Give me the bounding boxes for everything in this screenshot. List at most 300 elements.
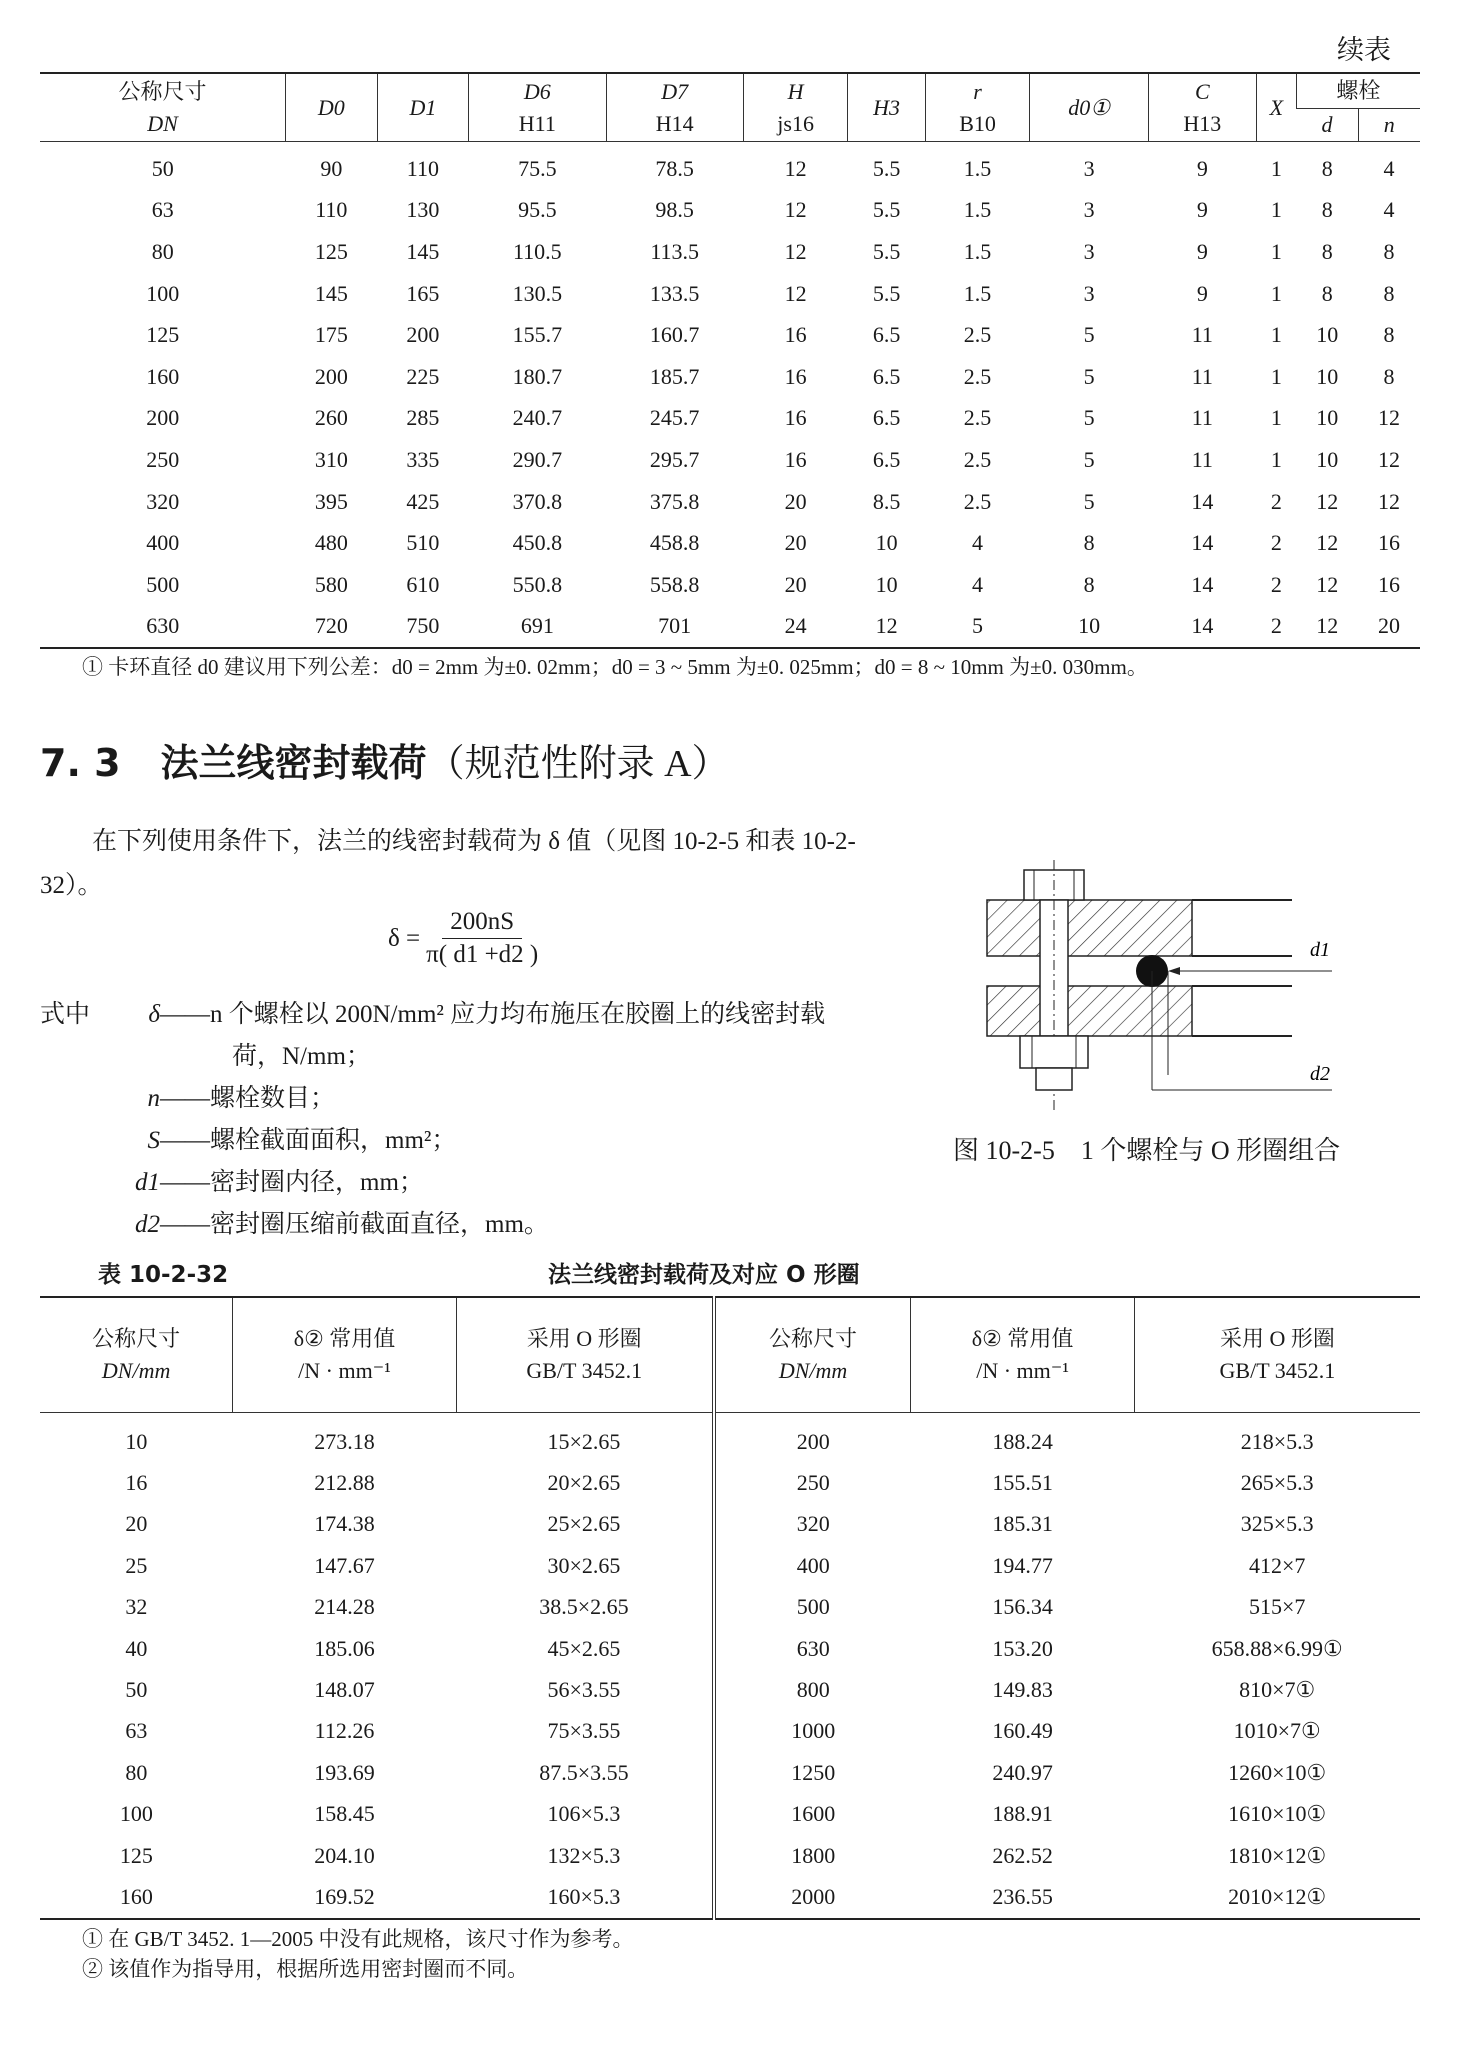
table-row	[40, 1835, 1420, 1876]
table-cell: 50	[151, 155, 174, 181]
table-cell: 658.88×6.99①	[1211, 1635, 1343, 1661]
col-delta-right: δ② 常用值 /N · mm⁻¹	[911, 1297, 1134, 1413]
table-cell: 16	[125, 1470, 148, 1496]
table-cell: 12	[875, 613, 898, 639]
table-cell: 12	[1316, 613, 1339, 639]
table-row	[40, 356, 1420, 398]
table-cell: 20×2.65	[547, 1470, 621, 1496]
table-cell: 8	[1321, 238, 1333, 264]
col-c: C H13	[1148, 73, 1256, 142]
table-cell: 12	[784, 155, 807, 181]
table-cell: 106×5.3	[547, 1801, 621, 1827]
table-cell: 10	[1316, 446, 1339, 472]
table-cell: 132×5.3	[547, 1842, 621, 1868]
table-cell: 2	[1270, 571, 1282, 597]
table-cell: 630	[146, 613, 180, 639]
table-cell: 200	[314, 363, 348, 389]
table-cell: 98.5	[655, 197, 694, 223]
table-cell: 1250	[714, 1752, 911, 1793]
table-cell: 245.7	[649, 405, 700, 431]
table-cell: 558.8	[649, 571, 700, 597]
col-bolt: 螺栓	[1296, 73, 1420, 109]
col-oring-right: 采用 O 形圈 GB/T 3452.1	[1134, 1297, 1420, 1413]
table-cell: 16	[1378, 571, 1401, 597]
table-cell: 130.5	[512, 280, 563, 306]
table-cell: 8	[1321, 155, 1333, 181]
table-cell: 630	[714, 1628, 911, 1669]
table-cell: 4	[972, 530, 984, 556]
table-cell: 5.5	[872, 155, 901, 181]
table-cell: 100	[146, 280, 180, 306]
table-cell: 8	[1321, 280, 1333, 306]
table-cell: 12	[1316, 488, 1339, 514]
table-cell: 8	[1083, 530, 1095, 556]
table-row	[40, 481, 1420, 523]
table-cell: 5	[972, 613, 984, 639]
table-cell: 1	[1270, 322, 1282, 348]
table-cell: 45×2.65	[547, 1635, 621, 1661]
table-cell: 236.55	[992, 1883, 1053, 1909]
table-cell: 1260×10①	[1228, 1759, 1327, 1785]
table-cell: 11	[1191, 363, 1213, 389]
table-cell: 155.51	[992, 1470, 1053, 1496]
table-cell: 185.06	[314, 1635, 375, 1661]
definition-row	[40, 994, 825, 1036]
table-cell: 16	[784, 363, 807, 389]
table-cell: 5	[1083, 446, 1095, 472]
table-cell: 125	[146, 322, 180, 348]
col-r: r B10	[925, 73, 1030, 142]
table-cell: 12	[784, 280, 807, 306]
table-cell: 240.97	[992, 1759, 1053, 1785]
table-cell: 20	[784, 530, 807, 556]
table-cell: 8.5	[872, 488, 901, 514]
table-cell: 175	[314, 322, 348, 348]
table-cell: 265×5.3	[1240, 1470, 1314, 1496]
col-d0-small: d0①	[1030, 73, 1149, 142]
table-cell: 2.5	[963, 488, 992, 514]
table-cell: 458.8	[649, 530, 700, 556]
table-cell: 4	[1383, 197, 1395, 223]
table-cell: 750	[406, 613, 440, 639]
table-cell: 515×7	[1248, 1594, 1306, 1620]
table-row	[40, 1794, 1420, 1835]
table-row	[40, 1413, 1420, 1463]
table-cell: 5.5	[872, 238, 901, 264]
table-row	[40, 564, 1420, 606]
definition-symbol: S	[147, 1127, 160, 1154]
table-cell: 12	[1316, 530, 1339, 556]
table-cell: 78.5	[655, 155, 694, 181]
table-cell: 14	[1191, 613, 1214, 639]
table-row	[40, 1462, 1420, 1503]
table-row	[40, 273, 1420, 315]
table-cell: 3	[1083, 155, 1095, 181]
table-row	[40, 606, 1420, 649]
col-bolt-d: d	[1321, 112, 1333, 137]
table-cell: 1	[1270, 446, 1282, 472]
table-cell: 125	[119, 1842, 153, 1868]
table-cell: 110.5	[512, 238, 562, 264]
section-annex: （规范性附录 A）	[426, 743, 730, 785]
table-cell: 193.69	[314, 1759, 375, 1785]
table-cell: 160.7	[649, 322, 700, 348]
table-cell: 262.52	[992, 1842, 1053, 1868]
section-heading	[40, 732, 730, 787]
table-cell: 212.88	[314, 1470, 375, 1496]
table-cell: 158.45	[314, 1801, 375, 1827]
table-cell: 3	[1083, 280, 1095, 306]
table-row	[40, 1876, 1420, 1918]
col-delta-left: δ② 常用值 /N · mm⁻¹	[233, 1297, 456, 1413]
table-cell: 174.38	[314, 1511, 375, 1537]
col-dn-left: 公称尺寸 DN/mm	[92, 1326, 181, 1383]
table-cell: 16	[784, 446, 807, 472]
table-cell: 113.5	[650, 238, 699, 264]
table-cell: 510	[406, 530, 440, 556]
table-cell: 225	[406, 363, 440, 389]
table-cell: 2010×12①	[1228, 1883, 1327, 1909]
table-cell: 145	[406, 238, 440, 264]
symbol-definitions	[40, 994, 825, 1246]
table-cell: 16	[784, 405, 807, 431]
table-cell: 1	[1270, 238, 1282, 264]
table-cell: 147.67	[314, 1552, 375, 1578]
table2-footnotes	[82, 1924, 633, 1984]
table-cell: 14	[1191, 488, 1214, 514]
table-cell: 12	[784, 197, 807, 223]
table-cell: 8	[1321, 197, 1333, 223]
table-cell: 285	[406, 405, 440, 431]
table-cell: 6.5	[872, 363, 901, 389]
table-cell: 156.34	[992, 1594, 1053, 1620]
table-cell: 250	[146, 446, 180, 472]
table-cell: 133.5	[649, 280, 700, 306]
table-cell: 550.8	[512, 571, 563, 597]
table-cell: 1	[1270, 155, 1282, 181]
section-title: 法兰线密封载荷	[160, 741, 427, 785]
definition-symbol: δ	[148, 1001, 160, 1028]
definition-row	[40, 1120, 825, 1162]
table-cell: 148.07	[314, 1677, 375, 1703]
col-dn-right: 公称尺寸 DN/mm	[714, 1297, 911, 1413]
table-cell: 295.7	[649, 446, 700, 472]
formula-numerator: 200nS	[442, 908, 522, 939]
table-cell: 580	[314, 571, 348, 597]
table-cell: 3	[1083, 238, 1095, 264]
table-cell: 95.5	[518, 197, 557, 223]
table-cell: 10	[1316, 363, 1339, 389]
table-row	[40, 1504, 1420, 1545]
table-cell: 425	[406, 488, 440, 514]
table-cell: 2	[1270, 530, 1282, 556]
seal-load-table	[40, 1296, 1420, 1920]
definition-symbol: d2	[135, 1211, 160, 1238]
formula	[388, 908, 538, 969]
col-d0: D0	[286, 73, 378, 142]
table-cell: 30×2.65	[547, 1552, 621, 1578]
table-cell: 2.5	[963, 322, 992, 348]
table-cell: 56×3.55	[547, 1677, 621, 1703]
table-cell: 2.5	[963, 363, 992, 389]
table-cell: 5	[1083, 488, 1095, 514]
table-cell: 810×7①	[1239, 1677, 1316, 1703]
table-cell: 240.7	[512, 405, 563, 431]
table-cell: 185.7	[649, 363, 700, 389]
definition-row	[40, 1036, 825, 1078]
table-cell: 2	[1270, 488, 1282, 514]
table-cell: 12	[1378, 488, 1401, 514]
table-cell: 260	[314, 405, 348, 431]
footnote: ② 该值作为指导用，根据所选用密封圈而不同。	[82, 1957, 529, 1981]
col-h: H js16	[743, 73, 848, 142]
table-cell: 165	[406, 280, 440, 306]
figure-caption: 图 10-2-5 1 个螺栓与 O 形圈组合	[953, 1136, 1341, 1165]
table-cell: 38.5×2.65	[539, 1594, 629, 1620]
table-cell: 153.20	[992, 1635, 1053, 1661]
table-cell: 5	[1083, 322, 1095, 348]
table-cell: 500	[714, 1587, 911, 1628]
section-number: 7. 3	[40, 741, 121, 785]
table-cell: 2.5	[963, 446, 992, 472]
table-row	[40, 142, 1420, 190]
bolt-oring-figure	[962, 860, 1362, 1120]
table-row	[40, 190, 1420, 232]
table-cell: 14	[1191, 530, 1214, 556]
table-cell: 12	[1378, 446, 1401, 472]
col-h3: H3	[848, 73, 925, 142]
table-cell: 160×5.3	[547, 1883, 621, 1909]
table-cell: 149.83	[992, 1677, 1053, 1703]
table-cell: 12	[784, 238, 807, 264]
table-cell: 1.5	[963, 238, 992, 264]
table-cell: 75×3.55	[547, 1718, 621, 1744]
dimension-table	[40, 72, 1420, 649]
table-cell: 9	[1196, 155, 1208, 181]
dimension-table-body	[40, 142, 1420, 649]
table-cell: 2	[1270, 613, 1282, 639]
table-cell: 110	[406, 155, 439, 181]
table-row	[40, 522, 1420, 564]
table-cell: 6.5	[872, 446, 901, 472]
table-cell: 1000	[714, 1711, 911, 1752]
definition-text: ——n 个螺栓以 200N/mm² 应力均布施压在胶圈上的线密封载	[160, 1001, 826, 1028]
seal-load-table-body	[40, 1413, 1420, 1919]
table-cell: 25	[125, 1552, 148, 1578]
table-cell: 2.5	[963, 405, 992, 431]
table-cell: 15×2.65	[547, 1428, 621, 1454]
col-dn: 公称尺寸 DN	[118, 78, 207, 136]
footnote: ① 在 GB/T 3452. 1—2005 中没有此规格，该尺寸作为参考。	[82, 1927, 634, 1951]
definition-text: ——螺栓数目；	[160, 1085, 336, 1112]
table1-footnote: ① 卡环直径 d0 建议用下列公差：d0 = 2mm 为±0. 02mm；d0 = 3 ~ 5mm 为±0. 025mm；d0 = 8 ~ 10mm 为±0. 030mm。	[82, 655, 1148, 679]
table-cell: 110	[315, 197, 348, 223]
table-cell: 450.8	[512, 530, 563, 556]
table-cell: 1610×10①	[1228, 1801, 1327, 1827]
table2-number: 表 10-2-32	[98, 1262, 229, 1288]
table-cell: 63	[151, 197, 174, 223]
table-cell: 40	[125, 1635, 148, 1661]
table-cell: 145	[314, 280, 348, 306]
table-cell: 720	[314, 613, 348, 639]
table-cell: 4	[1383, 155, 1395, 181]
table-cell: 10	[1316, 405, 1339, 431]
table-cell: 11	[1191, 405, 1213, 431]
table-cell: 1800	[714, 1835, 911, 1876]
table-cell: 8	[1383, 280, 1395, 306]
table-cell: 200	[406, 322, 440, 348]
table-cell: 701	[658, 613, 692, 639]
table-cell: 6.5	[872, 322, 901, 348]
table-cell: 63	[125, 1718, 148, 1744]
table-cell: 1	[1270, 197, 1282, 223]
table-cell: 10	[1316, 322, 1339, 348]
table-row	[40, 1669, 1420, 1710]
formula-lhs: δ =	[388, 924, 421, 952]
table-cell: 20	[784, 488, 807, 514]
definition-text: ——密封圈内径，mm；	[160, 1169, 424, 1196]
table-cell: 12	[1316, 571, 1339, 597]
label-d1: d1	[1310, 939, 1330, 961]
formula-denominator: π( d1 +d2 )	[426, 941, 539, 968]
table-cell: 10	[875, 530, 898, 556]
table-cell: 214.28	[314, 1594, 375, 1620]
table-cell: 1600	[714, 1794, 911, 1835]
table-cell: 20	[1378, 613, 1401, 639]
table-cell: 180.7	[512, 363, 563, 389]
table-cell: 160.49	[992, 1718, 1053, 1744]
body-paragraph: 在下列使用条件下，法兰的线密封载荷为 δ 值（见图 10-2-5 和表 10-2-32）。	[40, 828, 856, 899]
table-cell: 250	[714, 1462, 911, 1503]
table-cell: 130	[406, 197, 440, 223]
label-d2: d2	[1310, 1063, 1330, 1085]
table-cell: 375.8	[649, 488, 700, 514]
table-cell: 8	[1383, 322, 1395, 348]
table-cell: 320	[714, 1504, 911, 1545]
table-cell: 1010×7①	[1233, 1718, 1321, 1744]
table-cell: 8	[1383, 363, 1395, 389]
table-cell: 10	[1078, 613, 1101, 639]
table-cell: 80	[151, 238, 174, 264]
table-cell: 112.26	[314, 1718, 375, 1744]
definition-row	[40, 1078, 825, 1120]
table-cell: 169.52	[314, 1883, 375, 1909]
table-cell: 412×7	[1248, 1552, 1306, 1578]
col-d7: D7 H14	[606, 73, 743, 142]
table-cell: 5.5	[872, 197, 901, 223]
table-cell: 1.5	[963, 280, 992, 306]
table-cell: 80	[125, 1759, 148, 1785]
table-cell: 3	[1083, 197, 1095, 223]
table-cell: 25×2.65	[547, 1511, 621, 1537]
table-row	[40, 231, 1420, 273]
table-cell: 185.31	[992, 1511, 1053, 1537]
table-cell: 188.91	[992, 1801, 1053, 1827]
table-cell: 8	[1383, 238, 1395, 264]
col-d6: D6 H11	[469, 73, 606, 142]
table-cell: 50	[125, 1677, 148, 1703]
table-cell: 90	[320, 155, 343, 181]
table-cell: 24	[784, 613, 807, 639]
table-cell: 800	[714, 1669, 911, 1710]
table-cell: 500	[146, 571, 180, 597]
col-d1: D1	[377, 73, 469, 142]
table-row	[40, 1711, 1420, 1752]
table-cell: 310	[314, 446, 348, 472]
definition-row	[40, 1162, 825, 1204]
table-cell: 335	[406, 446, 440, 472]
table-cell: 400	[714, 1545, 911, 1586]
table-cell: 160	[119, 1883, 153, 1909]
table-cell: 2000	[714, 1876, 911, 1918]
table-cell: 1.5	[963, 155, 992, 181]
col-oring-left: 采用 O 形圈 GB/T 3452.1	[456, 1297, 713, 1413]
table-cell: 8	[1083, 571, 1095, 597]
table-cell: 9	[1196, 280, 1208, 306]
table-cell: 12	[1378, 405, 1401, 431]
definition-text: ——螺栓截面面积，mm²；	[160, 1127, 457, 1154]
table-cell: 188.24	[992, 1428, 1053, 1454]
table-cell: 370.8	[512, 488, 563, 514]
table-cell: 325×5.3	[1240, 1511, 1314, 1537]
table-cell: 9	[1196, 197, 1208, 223]
table-cell: 87.5×3.55	[539, 1759, 629, 1785]
continued-label: 续表	[1337, 35, 1391, 65]
table-cell: 20	[784, 571, 807, 597]
table-cell: 1	[1270, 363, 1282, 389]
table-row	[40, 439, 1420, 481]
definition-text: 荷，N/mm；	[232, 1043, 371, 1070]
table-cell: 10	[125, 1428, 148, 1454]
table-cell: 480	[314, 530, 348, 556]
table-row	[40, 1545, 1420, 1586]
table-row	[40, 1628, 1420, 1669]
table-cell: 4	[972, 571, 984, 597]
table-cell: 1	[1270, 280, 1282, 306]
definition-lead: 式中	[40, 1001, 91, 1028]
table-cell: 14	[1191, 571, 1214, 597]
table-cell: 11	[1191, 446, 1213, 472]
table-cell: 32	[125, 1594, 148, 1620]
table-cell: 395	[314, 488, 348, 514]
col-x: X	[1256, 73, 1296, 142]
definition-symbol: n	[147, 1085, 160, 1112]
table-cell: 290.7	[512, 446, 563, 472]
definition-symbol: d1	[135, 1169, 160, 1196]
table-row	[40, 1587, 1420, 1628]
definition-row	[40, 1204, 825, 1246]
table-cell: 10	[875, 571, 898, 597]
table-cell: 5	[1083, 363, 1095, 389]
table-cell: 273.18	[314, 1428, 375, 1454]
table-cell: 75.5	[518, 155, 557, 181]
table-cell: 9	[1196, 238, 1208, 264]
table-row	[40, 1752, 1420, 1793]
table-cell: 5	[1083, 405, 1095, 431]
table-cell: 125	[314, 238, 348, 264]
table2-title: 法兰线密封载荷及对应 O 形圈	[548, 1262, 860, 1288]
table-cell: 320	[146, 488, 180, 514]
table-cell: 20	[125, 1511, 148, 1537]
table-cell: 160	[146, 363, 180, 389]
definition-text: ——密封圈压缩前截面直径，mm。	[160, 1211, 549, 1238]
table-cell: 691	[520, 613, 554, 639]
table-row	[40, 314, 1420, 356]
table-cell: 204.10	[314, 1842, 375, 1868]
table-cell: 16	[784, 322, 807, 348]
col-bolt-n: n	[1358, 109, 1420, 142]
table-row	[40, 398, 1420, 440]
